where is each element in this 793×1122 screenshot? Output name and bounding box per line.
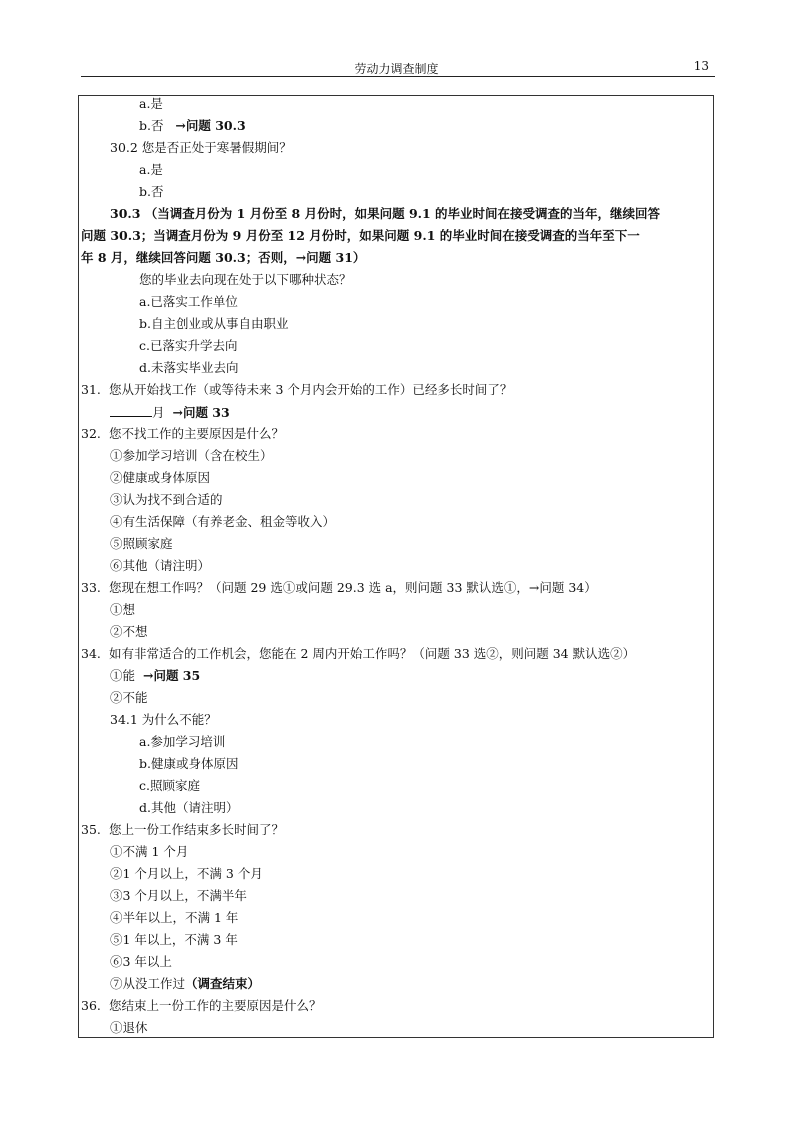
option-35-5: ⑤1 年以上，不满 3 年 [110, 932, 238, 947]
option-30-3-b: b.自主创业或从事自由职业 [139, 316, 289, 331]
question-34-1: 34.1 为什么不能？ [110, 712, 217, 727]
question-32 [81, 426, 284, 442]
option-35-6: ⑥3 年以上 [110, 954, 172, 969]
skip-instruction: →问题 30.3 [175, 118, 246, 133]
option-label: ⑦从没工作过 [110, 976, 186, 991]
question-35 [81, 822, 284, 838]
option-32-2: ②健康或身体原因 [110, 470, 211, 485]
question-text: 您上一份工作结束多长时间了？ [109, 822, 285, 837]
option-33-2: ②不想 [110, 624, 148, 639]
question-30-3-text: 您的毕业去向现在处于以下哪种状态？ [139, 272, 352, 287]
end-instruction: （调查结束） [185, 976, 261, 991]
skip-instruction: →问题 33 [172, 405, 230, 420]
question-30-2: 30.2 您是否正处于寒暑假期间？ [110, 140, 292, 155]
skip-instruction: →问题 35 [142, 668, 201, 683]
option-30-2-b: b.否 [139, 184, 164, 199]
page-header-title: 劳动力调查制度 [354, 62, 439, 76]
option-32-4: ④有生活保障（有养老金、租金等收入） [110, 514, 336, 529]
question-text: 如有非常适合的工作机会，您能在 2 周内开始工作吗？（问题 33 选②，则问题 34 默认选②） [109, 646, 636, 661]
question-30-3-condition-end: 年 8 月，继续回答问题 30.3；否则，→问题 31） [81, 250, 366, 265]
option-35-4: ④半年以上，不满 1 年 [110, 910, 239, 925]
option-34-1-b: b.健康或身体原因 [139, 756, 239, 771]
question-number: 36. [81, 998, 101, 1013]
question-text: 您结束上一份工作的主要原因是什么？ [109, 998, 322, 1013]
option-label: ①能 [110, 668, 136, 683]
question-36 [81, 998, 322, 1014]
option-33-1: ①想 [110, 602, 136, 617]
page-number: 13 [693, 59, 709, 73]
unit-label: 月 [152, 405, 165, 420]
question-text: 您现在想工作吗？（问题 29 选①或问题 29.3 选 a，则问题 33 默认选①，→问题 34） [109, 580, 597, 595]
option-32-1: ①参加学习培训（含在校生） [110, 448, 273, 463]
option-34-1-a: a.参加学习培训 [139, 734, 226, 749]
option-36-1: ①退休 [110, 1020, 148, 1035]
option-30-1-a: a.是 [139, 96, 163, 111]
option-32-6: ⑥其他（请注明） [110, 558, 211, 573]
question-34 [81, 646, 635, 662]
question-30-3-condition-cont: 问题 30.3；当调查月份为 9 月份至 12 月份时，如果问题 9.1 的毕业时间在接受调查的当年至下一 [81, 228, 640, 243]
question-number: 34. [81, 646, 101, 661]
option-35-2: ②1 个月以上，不满 3 个月 [110, 866, 263, 881]
option-35-1: ①不满 1 个月 [110, 844, 189, 859]
option-30-3-d: d.未落实毕业去向 [139, 360, 239, 375]
blank-field [110, 404, 152, 417]
option-30-3-c: c.已落实升学去向 [139, 338, 238, 353]
option-32-3: ③认为找不到合适的 [110, 492, 223, 507]
question-text: 您不找工作的主要原因是什么？ [109, 426, 285, 441]
header-rule [81, 76, 715, 77]
option-34-2: ②不能 [110, 690, 148, 705]
option-30-3-a: a.已落实工作单位 [139, 294, 238, 309]
question-33 [81, 580, 597, 596]
option-30-2-a: a.是 [139, 162, 163, 177]
question-30-3-condition: 30.3 （当调查月份为 1 月份至 8 月份时，如果问题 9.1 的毕业时间在接受调查的当年，继续回答 [110, 206, 661, 221]
option-34-1-c: c.照顾家庭 [139, 778, 200, 793]
option-34-1 [110, 668, 200, 684]
question-31 [81, 382, 512, 398]
question-text: 您从开始找工作（或等待未来 3 个月内会开始的工作）已经多长时间了？ [109, 382, 513, 397]
question-number: 33. [81, 580, 101, 595]
question-number: 31. [81, 382, 101, 397]
option-35-7 [110, 976, 260, 992]
option-34-1-d: d.其他（请注明） [139, 800, 239, 815]
question-number: 32. [81, 426, 101, 441]
option-label: b.否 [139, 118, 164, 133]
option-32-5: ⑤照顾家庭 [110, 536, 173, 551]
answer-31 [110, 404, 230, 421]
option-30-1-b [139, 118, 246, 134]
question-number: 35. [81, 822, 101, 837]
option-35-3: ③3 个月以上，不满半年 [110, 888, 247, 903]
